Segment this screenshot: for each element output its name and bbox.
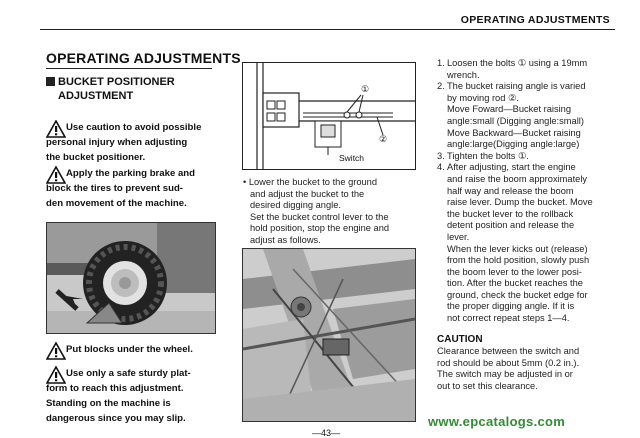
bullet-line: hold position, stop the engine and	[250, 223, 390, 234]
step-line: lever.	[447, 231, 470, 242]
step-line: Move Foward—Bucket raising	[447, 104, 572, 115]
warning-1-line: Use caution to avoid possible	[66, 122, 202, 133]
warning-2-line: den movement of the machine.	[46, 198, 187, 209]
diagram-label-switch: Switch	[339, 153, 365, 163]
watermark: www.epcatalogs.com	[428, 414, 566, 429]
caution-line: out to set this clearance.	[437, 380, 538, 391]
caution-line: Clearance between the switch and	[437, 346, 580, 356]
positioner-diagram-drawing	[243, 63, 415, 169]
positioner-diagram	[242, 62, 416, 170]
step-line: ground, check the bucket edge for	[447, 289, 588, 300]
machine-photo	[242, 248, 416, 422]
step-line: the proper digging angle. If it is	[447, 301, 575, 312]
step-line: by moving rod ②.	[447, 92, 519, 103]
step-4	[437, 162, 617, 324]
step-number: 1.	[437, 58, 445, 68]
warning-4-line: dangerous since you may slip.	[46, 413, 186, 424]
step-line: raise lever. Dump the bucket. Move	[447, 197, 593, 208]
warning-4-line: Standing on the machine is	[46, 398, 171, 409]
warning-2-line: Apply the parking brake and	[66, 168, 196, 179]
step-line: half way and release the boom	[447, 185, 574, 196]
caution-text	[437, 346, 617, 392]
page-title: OPERATING ADJUSTMENTS	[46, 50, 241, 66]
machine-photo-drawing	[243, 249, 415, 421]
bullet-paragraph	[243, 177, 415, 247]
step-line: the boom lever to the lower posi-	[447, 266, 582, 277]
step-line: Move Backward—Bucket raising	[447, 127, 581, 138]
step-line: After adjusting, start the engine	[447, 162, 576, 173]
step-number: 3.	[437, 150, 445, 161]
caution-line: The switch may be adjusted in or	[437, 369, 573, 380]
step-line: and raise the boom approximately	[447, 173, 588, 184]
section-line2: ADJUSTMENT	[58, 90, 134, 102]
bullet-dot: •	[243, 177, 249, 187]
bullet-line: adjust as follows.	[250, 234, 321, 245]
caution-heading: CAUTION	[437, 334, 483, 345]
warning-4-line: form to reach this adjustment.	[46, 383, 184, 394]
warning-2-line: block the tires to prevent sud-	[46, 183, 184, 194]
caution-line: rod should be about 5mm (0.2 in.).	[437, 357, 580, 368]
title-rule	[46, 68, 212, 69]
diagram-callout-rod: ②	[379, 134, 388, 144]
warning-triangle-icon	[46, 120, 66, 138]
tire-photo	[46, 222, 216, 334]
step-line: The bucket raising angle is varied	[447, 81, 586, 92]
step-line: the bucket lever to the rollback	[447, 208, 574, 219]
step-line: angle:large(Digging angle:large)	[447, 139, 580, 150]
warning-4-line: Use only a safe sturdy plat-	[66, 368, 191, 379]
warning-triangle-icon	[46, 342, 66, 360]
step-3	[437, 151, 617, 163]
page-number: —43—	[312, 428, 341, 438]
section-line1: BUCKET POSITIONER	[58, 76, 175, 88]
step-2	[437, 81, 617, 151]
warning-3-line: Put blocks under the wheel.	[66, 344, 193, 355]
warning-1-line: the bucket positioner.	[46, 152, 146, 163]
steps-list	[437, 58, 617, 325]
step-1	[437, 58, 617, 81]
running-header: OPERATING ADJUSTMENTS	[460, 14, 610, 26]
step-line: from the hold position, slowly push	[447, 255, 590, 266]
step-line: not correct repeat steps 1—4.	[447, 313, 570, 324]
tire-photo-drawing	[47, 223, 215, 333]
bullet-line: desired digging angle.	[250, 200, 341, 211]
warning-3	[46, 342, 214, 357]
warning-4	[46, 366, 214, 426]
section-square-icon	[46, 77, 55, 86]
warning-1	[46, 120, 214, 165]
warning-2	[46, 166, 214, 211]
header-rule	[40, 29, 615, 30]
bullet-line: Set the bucket control lever to the	[250, 211, 389, 222]
warning-1-line: personal injury when adjusting	[46, 137, 188, 148]
step-line: wrench.	[447, 69, 480, 80]
step-line: When the lever kicks out (release)	[447, 243, 588, 254]
step-line: Tighten the bolts ①.	[447, 150, 529, 161]
step-line: angle:small (Digging angle:small)	[447, 115, 584, 126]
step-number: 2.	[437, 81, 445, 92]
bullet-line: Lower the bucket to the ground	[248, 177, 378, 187]
warning-triangle-icon	[46, 166, 66, 184]
section-heading	[46, 75, 175, 103]
step-line: Loosen the bolts ① using a 19mm	[447, 58, 588, 68]
bullet-line: and adjust the bucket to the	[250, 188, 365, 199]
step-number: 4.	[437, 162, 445, 173]
warning-triangle-icon	[46, 366, 66, 384]
diagram-callout-bolts: ①	[361, 84, 370, 94]
step-line: tion. After the bucket reaches the	[447, 278, 583, 289]
step-line: detent position and release the	[447, 220, 575, 231]
